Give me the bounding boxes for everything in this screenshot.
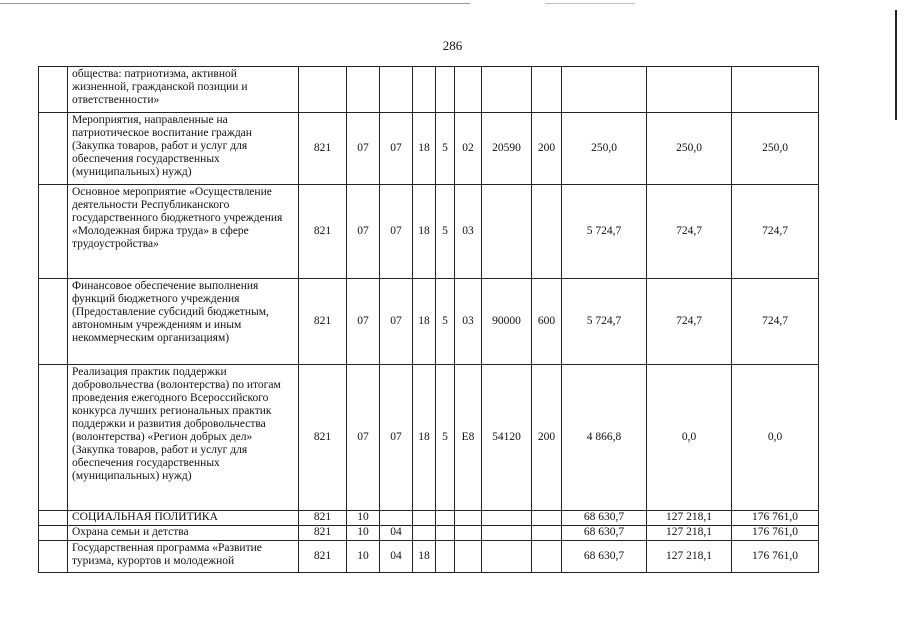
event-code	[455, 67, 482, 113]
direction-code	[482, 511, 532, 526]
row-description: Финансовое обеспечение выполнения функций бюджетного учреждения (Предоставление субсидий бюджетным, автономным учреждениям и иным некоммерческим организациям)	[68, 279, 299, 365]
amount-year-2	[647, 67, 732, 113]
ministry-code: 821	[299, 511, 347, 526]
amount-year-1: 250,0	[562, 113, 647, 185]
table-row	[39, 67, 819, 113]
subprogram-code	[436, 67, 455, 113]
subprogram-code: 5	[436, 113, 455, 185]
expense-type-code: 200	[532, 113, 562, 185]
direction-code: 54120	[482, 365, 532, 511]
event-code: 03	[455, 185, 482, 279]
program-code	[413, 526, 436, 541]
table-row	[39, 279, 819, 365]
program-code	[413, 511, 436, 526]
amount-year-1: 68 630,7	[562, 511, 647, 526]
scan-top-edge-line	[545, 3, 635, 4]
expense-type-code: 200	[532, 365, 562, 511]
row-marker-cell	[39, 541, 68, 573]
scan-right-edge-mark	[895, 10, 897, 120]
amount-year-3	[732, 67, 819, 113]
direction-code	[482, 185, 532, 279]
subprogram-code	[436, 526, 455, 541]
amount-year-2: 250,0	[647, 113, 732, 185]
table-row	[39, 541, 819, 573]
row-description: СОЦИАЛЬНАЯ ПОЛИТИКА	[68, 511, 299, 526]
section-code: 10	[347, 541, 380, 573]
row-description: Охрана семьи и детства	[68, 526, 299, 541]
row-marker-cell	[39, 526, 68, 541]
expense-type-code	[532, 511, 562, 526]
amount-year-2: 127 218,1	[647, 541, 732, 573]
event-code: 02	[455, 113, 482, 185]
amount-year-1: 5 724,7	[562, 279, 647, 365]
amount-year-3: 724,7	[732, 279, 819, 365]
event-code	[455, 526, 482, 541]
expense-type-code	[532, 185, 562, 279]
amount-year-1: 68 630,7	[562, 541, 647, 573]
event-code	[455, 541, 482, 573]
section-code	[347, 67, 380, 113]
section-code: 10	[347, 511, 380, 526]
ministry-code: 821	[299, 279, 347, 365]
direction-code	[482, 526, 532, 541]
program-code: 18	[413, 365, 436, 511]
direction-code: 20590	[482, 113, 532, 185]
amount-year-3: 0,0	[732, 365, 819, 511]
amount-year-3: 176 761,0	[732, 526, 819, 541]
ministry-code: 821	[299, 541, 347, 573]
row-marker-cell	[39, 365, 68, 511]
subprogram-code	[436, 511, 455, 526]
subsection-code: 07	[380, 279, 413, 365]
event-code: E8	[455, 365, 482, 511]
expense-type-code	[532, 67, 562, 113]
section-code: 07	[347, 113, 380, 185]
amount-year-1: 68 630,7	[562, 526, 647, 541]
subsection-code	[380, 67, 413, 113]
row-marker-cell	[39, 185, 68, 279]
program-code: 18	[413, 113, 436, 185]
budget-table	[38, 66, 819, 573]
subsection-code: 07	[380, 113, 413, 185]
amount-year-2: 724,7	[647, 185, 732, 279]
row-description: Мероприятия, направленные на патриотическое воспитание граждан (Закупка товаров, работ и услуг для обеспечения государственных (муниципальных) нужд)	[68, 113, 299, 185]
amount-year-1: 4 866,8	[562, 365, 647, 511]
row-marker-cell	[39, 113, 68, 185]
section-code: 10	[347, 526, 380, 541]
amount-year-3: 724,7	[732, 185, 819, 279]
ministry-code: 821	[299, 185, 347, 279]
expense-type-code: 600	[532, 279, 562, 365]
expense-type-code	[532, 526, 562, 541]
ministry-code: 821	[299, 526, 347, 541]
amount-year-3: 176 761,0	[732, 511, 819, 526]
amount-year-1: 5 724,7	[562, 185, 647, 279]
subprogram-code: 5	[436, 365, 455, 511]
row-description: Реализация практик поддержки добровольчества (волонтерства) по итогам проведения ежегодного Всероссийского конкурса лучших региональных практик поддержки и развития добровольчества (волонтерства) «Регион добрых дел» (Закупка товаров, работ и услуг для обеспечения государственных (муниципальных) нужд)	[68, 365, 299, 511]
amount-year-2: 0,0	[647, 365, 732, 511]
subprogram-code: 5	[436, 185, 455, 279]
subsection-code	[380, 511, 413, 526]
amount-year-2: 724,7	[647, 279, 732, 365]
section-code: 07	[347, 279, 380, 365]
row-marker-cell	[39, 279, 68, 365]
program-code	[413, 67, 436, 113]
direction-code	[482, 67, 532, 113]
amount-year-3: 250,0	[732, 113, 819, 185]
subsection-code: 04	[380, 541, 413, 573]
subsection-code: 07	[380, 185, 413, 279]
row-description: общества: патриотизма, активной жизненной, гражданской позиции и ответственности»	[68, 67, 299, 113]
row-marker-cell	[39, 67, 68, 113]
amount-year-2: 127 218,1	[647, 511, 732, 526]
row-description: Государственная программа «Развитие туризма, курортов и молодежной	[68, 541, 299, 573]
table-row	[39, 526, 819, 541]
ministry-code: 821	[299, 365, 347, 511]
row-description: Основное мероприятие «Осуществление деятельности Республиканского государственного бюджетного учреждения «Молодежная биржа труда» в сфере трудоустройства»	[68, 185, 299, 279]
program-code: 18	[413, 185, 436, 279]
ministry-code	[299, 67, 347, 113]
direction-code	[482, 541, 532, 573]
section-code: 07	[347, 365, 380, 511]
section-code: 07	[347, 185, 380, 279]
table-row	[39, 511, 819, 526]
expense-type-code	[532, 541, 562, 573]
ministry-code: 821	[299, 113, 347, 185]
page-number: 286	[442, 38, 463, 53]
subsection-code: 04	[380, 526, 413, 541]
event-code	[455, 511, 482, 526]
subsection-code: 07	[380, 365, 413, 511]
subprogram-code	[436, 541, 455, 573]
amount-year-2: 127 218,1	[647, 526, 732, 541]
event-code: 03	[455, 279, 482, 365]
amount-year-1	[562, 67, 647, 113]
program-code: 18	[413, 279, 436, 365]
subprogram-code: 5	[436, 279, 455, 365]
amount-year-3: 176 761,0	[732, 541, 819, 573]
scan-top-edge-line	[0, 3, 470, 4]
table-row	[39, 365, 819, 511]
direction-code: 90000	[482, 279, 532, 365]
table-row	[39, 113, 819, 185]
table-row	[39, 185, 819, 279]
program-code: 18	[413, 541, 436, 573]
row-marker-cell	[39, 511, 68, 526]
